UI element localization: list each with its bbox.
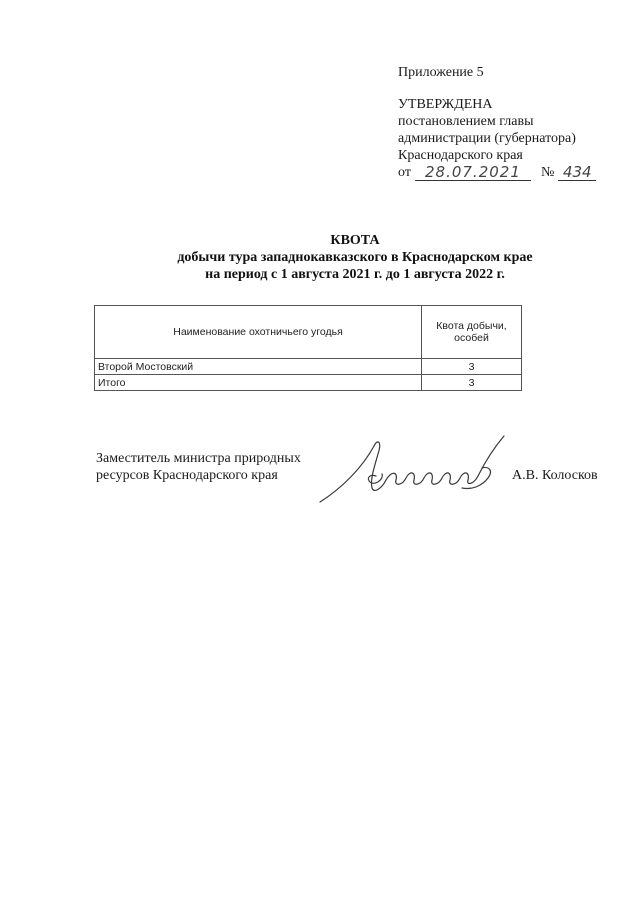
column-header-quota: Квота добычи, особей <box>422 306 522 359</box>
signer-name: А.В. Колосков <box>512 468 598 483</box>
approved-label: УТВЕРЖДЕНА <box>398 97 493 112</box>
total-name-cell: Итого <box>95 375 422 391</box>
position-line-2: ресурсов Краснодарского края <box>96 468 278 483</box>
table-row <box>95 359 522 375</box>
position-line-1: Заместитель министра природных <box>96 451 301 466</box>
approval-line-3: Краснодарского края <box>398 148 523 163</box>
handwritten-date: 28.07.2021 <box>415 165 531 181</box>
table-row-total <box>95 375 522 391</box>
approval-stamp <box>398 64 596 181</box>
row-quota-cell: 3 <box>422 359 522 375</box>
approval-line-2: администрации (губернатора) <box>398 131 576 146</box>
total-quota-cell: 3 <box>422 375 522 391</box>
title-line-1: добычи тура западнокавказского в Краснодарском крае <box>177 250 533 265</box>
handwritten-signature <box>312 428 512 513</box>
number-sign: № <box>540 165 555 180</box>
from-label: от <box>398 165 411 180</box>
quota-table <box>94 305 522 391</box>
row-name-cell: Второй Мостовский <box>95 359 422 375</box>
handwritten-number: 434 <box>558 165 596 181</box>
table-header-row <box>95 306 522 359</box>
approval-date-line <box>398 164 596 181</box>
signatory-position <box>96 450 301 484</box>
document-title <box>0 232 640 283</box>
title-heading: КВОТА <box>330 233 380 248</box>
title-line-2: на период с 1 августа 2021 г. до 1 августа 2022 г. <box>205 267 505 282</box>
appendix-label: Приложение 5 <box>398 65 484 80</box>
column-header-name: Наименование охотничьего угодья <box>95 306 422 359</box>
approval-line-1: постановлением главы <box>398 114 534 129</box>
